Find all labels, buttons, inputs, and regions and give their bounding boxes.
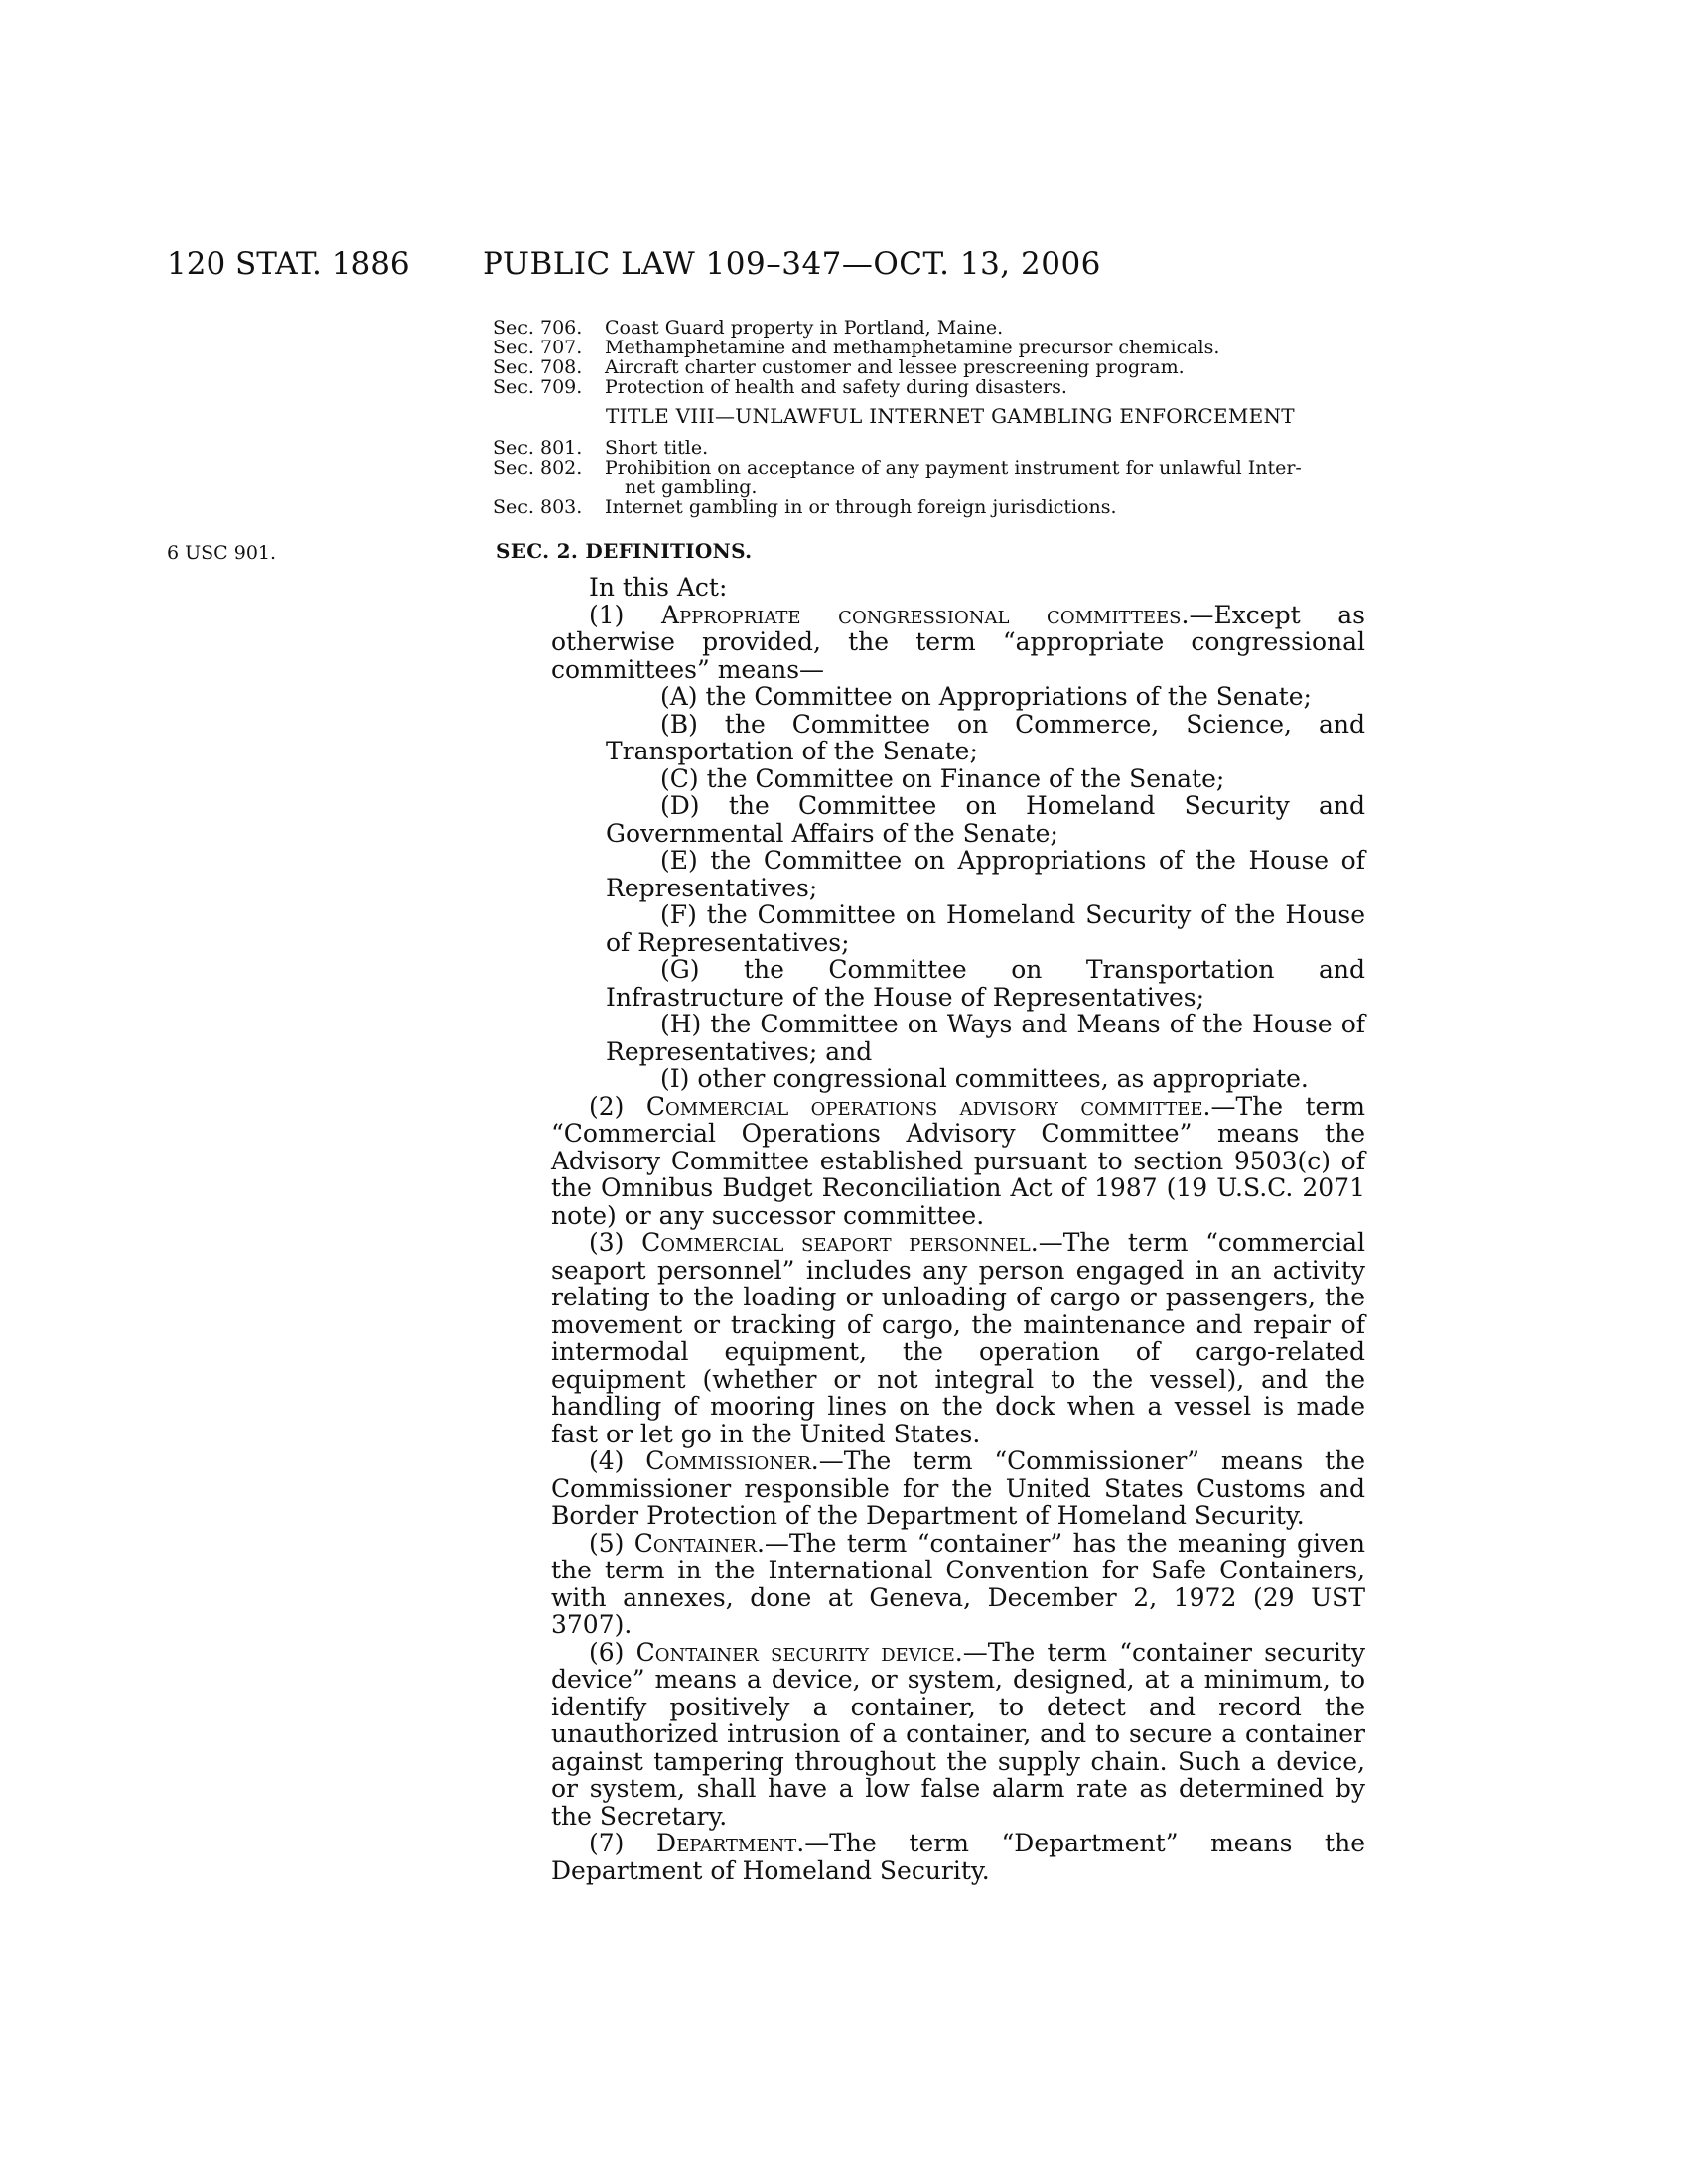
defined-term: Commissioner (645, 1446, 811, 1475)
defined-term: Container (633, 1528, 757, 1558)
toc-row: Sec. 709. Protection of health and safety during disasters. (493, 376, 1067, 398)
list-item: (I) other congressional committees, as appropriate. (660, 1064, 1309, 1093)
definition-5: (5) Container.—The term “container” has the meaning given the term in the International Convention for Safe Containers, with annexes, done at Geneva, December 2, 1972 (29 UST 3707). (551, 1528, 1366, 1639)
definition-7: (7) Department.—The term “Department” means the Department of Homeland Security. (551, 1829, 1366, 1885)
list-item: (A) the Committee on Appropriations of the Senate; (660, 682, 1312, 711)
toc-row: Sec. 802. Prohibition on acceptance of any payment instrument for unlawful Inter- net gambling. (493, 458, 1367, 497)
list-item: (G) the Committee on Transportation and Infrastructure of the House of Representatives; (606, 955, 1365, 1012)
toc-row: Sec. 706. Coast Guard property in Portland, Maine. (493, 317, 1004, 339)
section-heading: SEC. 2. DEFINITIONS. (496, 539, 753, 563)
list-item: (H) the Committee on Ways and Means of the House of Representatives; and (606, 1010, 1365, 1066)
intro-line: In this Act: (589, 573, 728, 602)
toc-row: Sec. 708. Aircraft charter customer and lessee prescreening program. (493, 356, 1185, 378)
definition-4: (4) Commissioner.—The term “Commissioner” means the Commissioner responsible for the United States Customs and Border Protection of the Department of Homeland Security. (551, 1446, 1365, 1530)
margin-citation: 6 USC 901. (167, 542, 277, 564)
defined-term: Appropriate congressional committees (661, 600, 1182, 629)
definition-1: (1) Appropriate congressional committees.—Except as otherwise provided, the term “appropriate congressional committees” means— (551, 600, 1366, 684)
definition-3: (3) Commercial seaport personnel.—The term “commercial seaport personnel” includes any person engaged in an activity relating to the loading or unloading of cargo or passengers, the movement or tracking of cargo, the maintenance and repair of intermodal equipment, the operation of cargo-related equipment (whether or not integral to the vessel), and the handling of mooring lines on the dock when a vessel is made fast or let go in the United States. (551, 1228, 1365, 1448)
defined-term: Container security device (635, 1637, 955, 1667)
definitions-body (551, 574, 1365, 1884)
law-title: PUBLIC LAW 109–347—OCT. 13, 2006 (483, 246, 1101, 282)
toc-row: Sec. 801. Short title. (493, 437, 709, 459)
toc-row: Sec. 707. Methamphetamine and methamphetamine precursor chemicals. (493, 337, 1220, 358)
toc-title-viii: TITLE VIII—UNLAWFUL INTERNET GAMBLING ENFORCEMENT (606, 404, 1295, 428)
list-item: (F) the Committee on Homeland Security of the House of Representatives; (606, 900, 1365, 957)
defined-term: Commercial seaport personnel (641, 1228, 1031, 1257)
definition-2: (2) Commercial operations advisory committee.—The term “Commercial Operations Advisory Committee” means the Advisory Committee established pursuant to section 9503(c) of the Omnibus Budget Reconciliation Act of 1987 (19 U.S.C. 2071 note) or any successor committee. (551, 1091, 1366, 1230)
toc-continuation: net gambling. (625, 477, 758, 498)
page-header (0, 246, 1688, 286)
defined-term: Department (656, 1829, 797, 1857)
definition-6: (6) Container security device.—The term “container security device” means a device, or system, designed, at a minimum, to identify positively a container, to detect and record the unauthorized intrusion of a container, and to secure a container against tampering throughout the supply chain. Such a device, or system, shall have a low false alarm rate as determined by the Secretary. (551, 1637, 1365, 1831)
list-item: (C) the Committee on Finance of the Senate; (660, 763, 1225, 793)
defined-term: Commercial operations advisory committee (645, 1091, 1203, 1121)
list-item: (E) the Committee on Appropriations of the House of Representatives; (606, 846, 1365, 902)
list-item: (D) the Committee on Homeland Security and Governmental Affairs of the Senate; (606, 791, 1365, 848)
stat-page-number: 120 STAT. 1886 (167, 246, 410, 282)
table-of-contents (493, 318, 1367, 517)
toc-row: Sec. 803. Internet gambling in or through foreign jurisdictions. (493, 496, 1117, 518)
list-item: (B) the Committee on Commerce, Science, and Transportation of the Senate; (606, 709, 1365, 765)
